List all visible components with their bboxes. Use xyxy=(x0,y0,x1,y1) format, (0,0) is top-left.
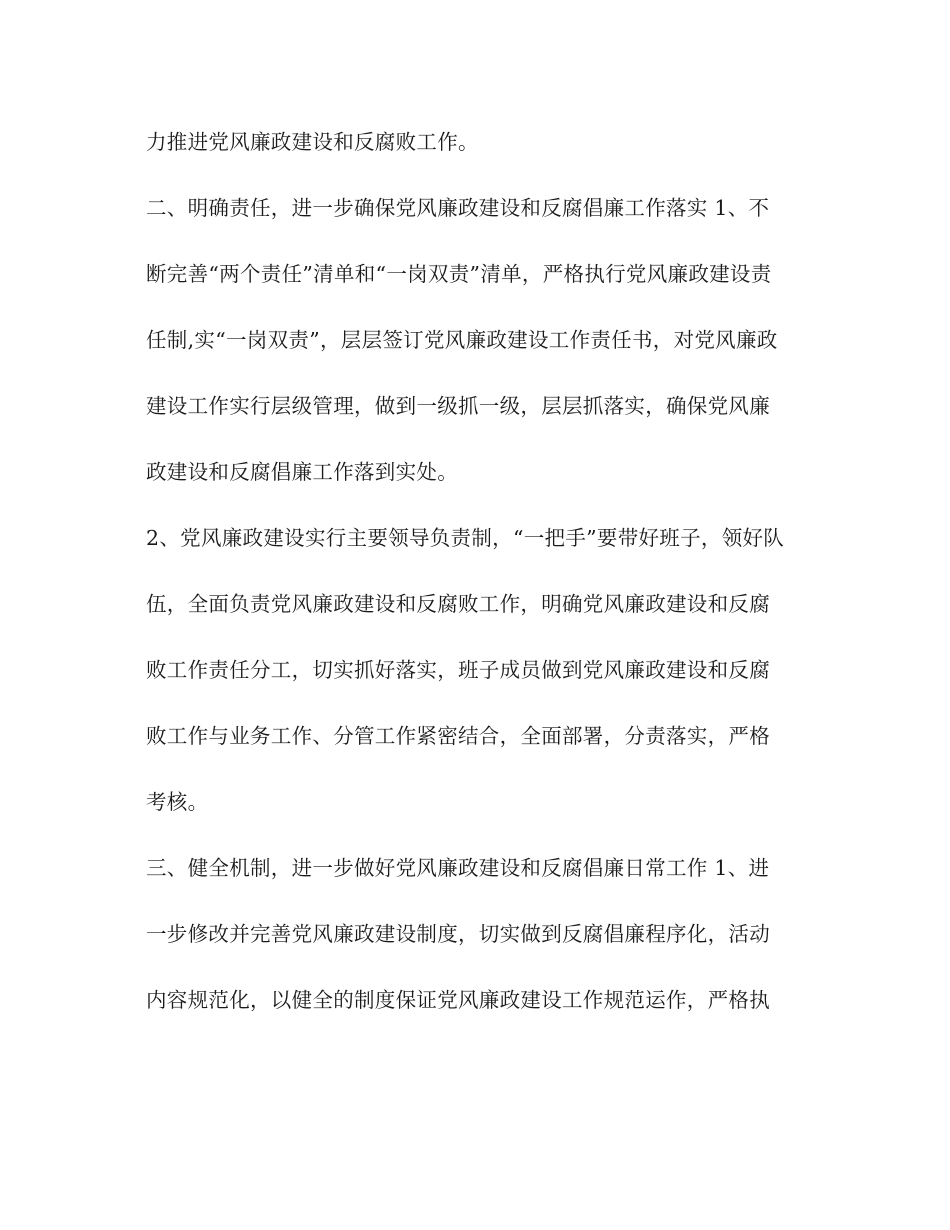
text-line: 建设工作实行层级管理，做到一级抓一级，层层抓落实，确保党风廉 xyxy=(146,394,770,418)
text-line: 断完善“两个责任”清单和“一岗双责”清单，严格执行党风廉政建设责 xyxy=(146,262,772,286)
text-line: 伍，全面负责党风廉政建设和反腐败工作，明确党风廉政建设和反腐 xyxy=(146,592,770,616)
text-line: 败工作与业务工作、分管工作紧密结合，全面部署，分责落实，严格 xyxy=(146,724,770,748)
text-line: 败工作责任分工，切实抓好落实，班子成员做到党风廉政建设和反腐 xyxy=(146,658,770,682)
text-line: 二、明确责任，进一步确保党风廉政建设和反腐倡廉工作落实 1、不 xyxy=(146,196,770,220)
text-line: 三、健全机制，进一步做好党风廉政建设和反腐倡廉日常工作 1、进 xyxy=(146,856,770,880)
text-line: 一步修改并完善党风廉政建设制度，切实做到反腐倡廉程序化，活动 xyxy=(146,922,770,946)
text-line: 内容规范化，以健全的制度保证党风廉政建设工作规范运作，严格执 xyxy=(146,988,770,1012)
text-line: 力推进党风廉政建设和反腐败工作。 xyxy=(146,130,479,154)
text-line: 任制,实“一岗双责”，层层签订党风廉政建设工作责任书，对党风廉政 xyxy=(146,328,778,352)
text-line: 2、党风廉政建设实行主要领导负责制，“一把手”要带好班子，领好队 xyxy=(146,526,785,550)
text-line: 考核。 xyxy=(146,790,209,814)
document-body xyxy=(146,116,816,1040)
text-line: 政建设和反腐倡廉工作落到实处。 xyxy=(146,460,458,484)
